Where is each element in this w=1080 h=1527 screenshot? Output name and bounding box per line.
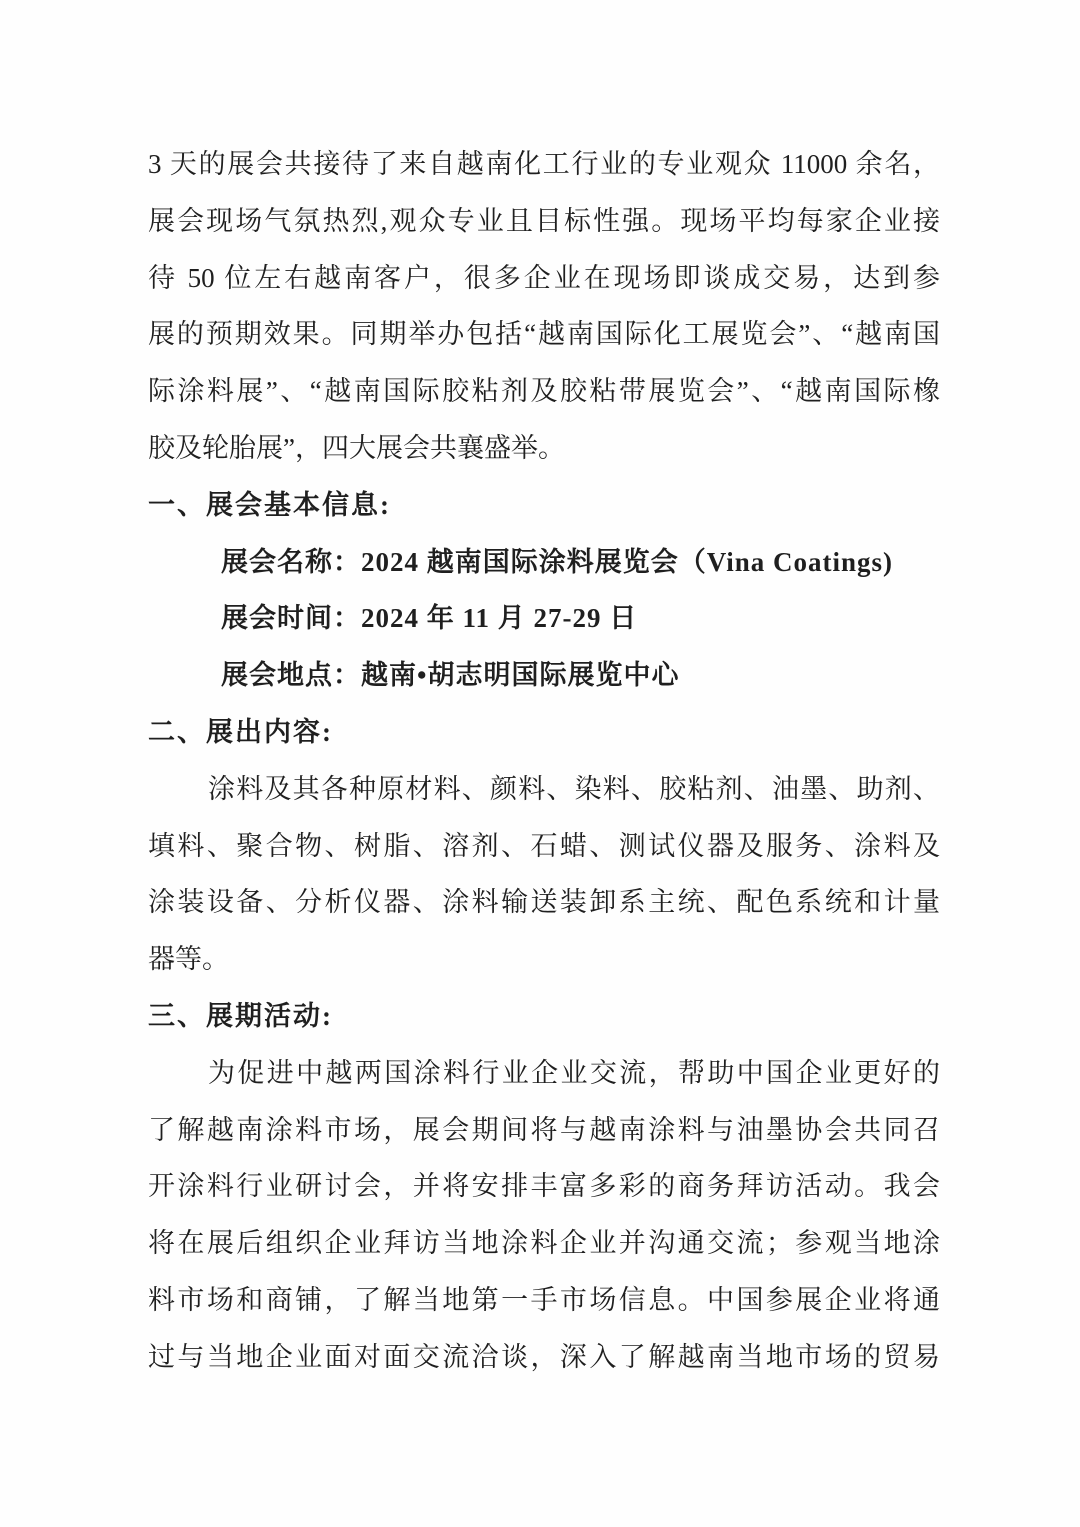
- document-text-block: [148, 136, 940, 1386]
- intro-paragraph-line: 胶及轮胎展”，四大展会共襄盛举。: [148, 432, 565, 463]
- activities-paragraph-line: 为促进中越两国涂料行业企业交流，帮助中国企业更好的: [208, 1057, 940, 1088]
- intro-paragraph-line: 3 天的展会共接待了来自越南化工行业的专业观众 11000 余名，: [148, 149, 940, 179]
- exhibits-paragraph-line: 涂料及其各种原材料、颜料、染料、胶粘剂、油墨、助剂、: [208, 773, 940, 804]
- activities-paragraph-line: 料市场和商铺，了解当地第一手市场信息。中国参展企业将通: [148, 1284, 940, 1315]
- section-1-heading: 一、展会基本信息:: [148, 489, 391, 520]
- exhibition-date-line: 展会时间：2024 年 11 月 27-29 日: [221, 603, 638, 634]
- exhibits-paragraph-line: 涂装设备、分析仪器、涂料输送装卸系主统、配色系统和计量: [148, 887, 940, 918]
- activities-paragraph-line: 开涂料行业研讨会，并将安排丰富多彩的商务拜访活动。我会: [148, 1171, 940, 1202]
- exhibition-venue-line: 展会地点：越南•胡志明国际展览中心: [221, 660, 680, 691]
- exhibits-paragraph-line: 填料、聚合物、树脂、溶剂、石蜡、测试仪器及服务、涂料及: [148, 830, 940, 861]
- exhibition-name-line: 展会名称：2024 越南国际涂料展览会（Vina Coatings): [221, 546, 894, 577]
- intro-paragraph-line: 待 50 位左右越南客户，很多企业在现场即谈成交易，达到参: [148, 262, 940, 293]
- section-2-heading: 二、展出内容:: [148, 716, 333, 747]
- intro-paragraph-line: 展会现场气氛热烈,观众专业且目标性强。现场平均每家企业接: [148, 205, 940, 236]
- activities-paragraph-line: 了解越南涂料市场，展会期间将与越南涂料与油墨协会共同召: [148, 1114, 940, 1145]
- intro-paragraph-line: 际涂料展”、“越南国际胶粘剂及胶粘带展览会”、“越南国际橡: [148, 376, 940, 407]
- activities-paragraph-line: 过与当地企业面对面交流洽谈，深入了解越南当地市场的贸易: [148, 1341, 940, 1372]
- activities-paragraph-line: 将在展后组织企业拜访当地涂料企业并沟通交流；参观当地涂: [148, 1228, 940, 1259]
- exhibits-paragraph-line: 器等。: [148, 944, 229, 975]
- section-3-heading: 三、展期活动:: [148, 1000, 333, 1031]
- intro-paragraph-line: 展的预期效果。同期举办包括“越南国际化工展览会”、“越南国: [148, 319, 940, 350]
